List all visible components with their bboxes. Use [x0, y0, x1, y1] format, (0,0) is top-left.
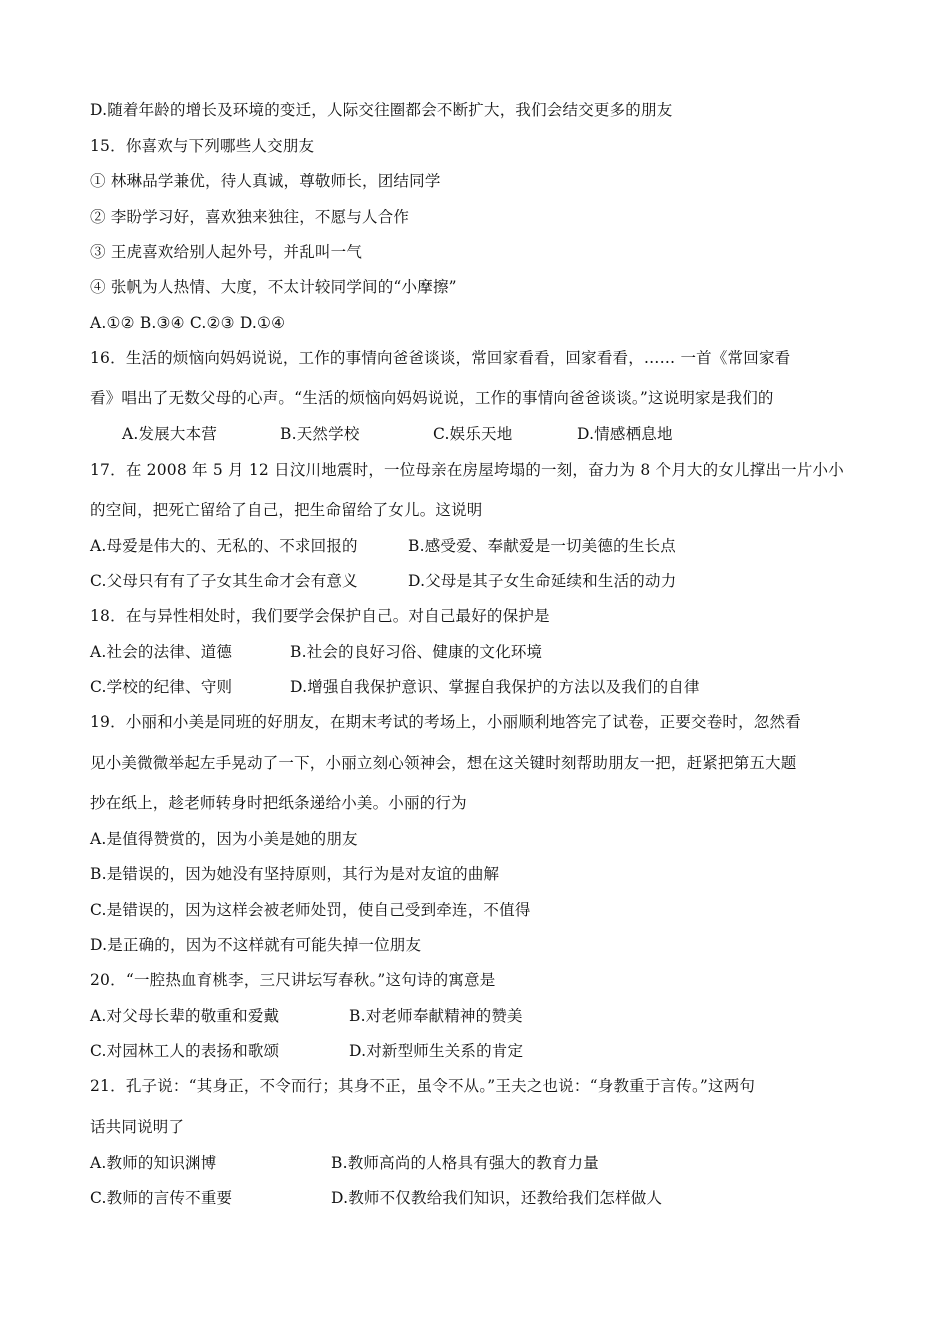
- q19-stem-line-2: 见小美微微举起左手晃动了一下，小丽立刻心领神会，想在这关键时刻帮助朋友一把，赶紧把第五大题: [90, 754, 797, 772]
- q15-stem: 15．你喜欢与下列哪些人交朋友: [90, 137, 315, 155]
- q17-stem-line-1: 17．在 2008 年 5 月 12 日汶川地震时，一位母亲在房屋垮塌的一刻，奋力为 8 个月大的女儿撑出一片小小: [90, 461, 844, 479]
- q20-option-a: A.对父母长辈的敬重和爱戴: [90, 1007, 280, 1025]
- q14-option-d: D.随着年龄的增长及环境的变迁，人际交往圈都会不断扩大，我们会结交更多的朋友: [90, 101, 673, 119]
- q16-stem-line-1: 16．生活的烦恼向妈妈说说，工作的事情向爸爸谈谈，常回家看看，回家看看，…… 一首《常回家看: [90, 349, 791, 367]
- q19-option-b: B.是错误的，因为她没有坚持原则，其行为是对友谊的曲解: [90, 865, 500, 883]
- q17-stem-line-2: 的空间，把死亡留给了自己，把生命留给了女儿。这说明: [90, 501, 483, 519]
- q15-item-4: ④ 张帆为人热情、大度，不太计较同学间的“小摩擦”: [90, 278, 457, 296]
- q21-option-a: A.教师的知识渊博: [90, 1154, 217, 1172]
- q19-stem-line-1: 19．小丽和小美是同班的好朋友，在期末考试的考场上，小丽顺利地答完了试卷，正要交卷时，忽然看: [90, 713, 801, 731]
- q20-option-c: C.对园林工人的表扬和歌颂: [90, 1042, 280, 1060]
- q18-stem: 18．在与异性相处时，我们要学会保护自己。对自己最好的保护是: [90, 607, 550, 625]
- q16-option-a: A.发展大本营: [122, 425, 218, 443]
- q16-option-c: C.娱乐天地: [433, 425, 513, 443]
- q16-option-b: B.天然学校: [280, 425, 360, 443]
- q17-option-c: C.父母只有有了子女其生命才会有意义: [90, 572, 358, 590]
- q16-option-d: D.情感栖息地: [577, 425, 673, 443]
- q20-option-d: D.对新型师生关系的肯定: [349, 1042, 524, 1060]
- q21-option-b: B.教师高尚的人格具有强大的教育力量: [331, 1154, 599, 1172]
- q17-option-a: A.母爱是伟大的、无私的、不求回报的: [90, 537, 358, 555]
- q19-stem-line-3: 抄在纸上，趁老师转身时把纸条递给小美。小丽的行为: [90, 794, 467, 812]
- q20-stem: 20．“一腔热血育桃李，三尺讲坛写春秋。”这句诗的寓意是: [90, 971, 496, 989]
- q18-option-c: C.学校的纪律、守则: [90, 678, 233, 696]
- q21-stem-line-2: 话共同说明了: [90, 1118, 185, 1136]
- q15-item-1: ① 林琳品学兼优，待人真诚，尊敬师长，团结同学: [90, 172, 441, 190]
- q18-option-b: B.社会的良好习俗、健康的文化环境: [290, 643, 543, 661]
- q17-option-d: D.父母是其子女生命延续和生活的动力: [408, 572, 677, 590]
- q18-option-d: D.增强自我保护意识、掌握自我保护的方法以及我们的自律: [290, 678, 700, 696]
- q21-option-c: C.教师的言传不重要: [90, 1189, 233, 1207]
- q20-option-b: B.对老师奉献精神的赞美: [349, 1007, 523, 1025]
- q16-stem-line-2: 看》唱出了无数父母的心声。“生活的烦恼向妈妈说说，工作的事情向爸爸谈谈。”这说明家是我们的: [90, 389, 774, 407]
- q19-option-c: C.是错误的，因为这样会被老师处罚，使自己受到牵连，不值得: [90, 901, 531, 919]
- q19-option-d: D.是正确的，因为不这样就有可能失掉一位朋友: [90, 936, 422, 954]
- q15-item-2: ② 李盼学习好，喜欢独来独往，不愿与人合作: [90, 208, 410, 226]
- q15-options: A.①② B.③④ C.②③ D.①④: [90, 314, 286, 332]
- q18-option-a: A.社会的法律、道德: [90, 643, 233, 661]
- q15-item-3: ③ 王虎喜欢给别人起外号，并乱叫一气: [90, 243, 363, 261]
- q21-stem-line-1: 21．孔子说：“其身正，不令而行；其身不正，虽令不从。”王夫之也说：“身教重于言传。”这两句: [90, 1077, 756, 1095]
- q19-option-a: A.是值得赞赏的，因为小美是她的朋友: [90, 830, 358, 848]
- q21-option-d: D.教师不仅教给我们知识，还教给我们怎样做人: [331, 1189, 663, 1207]
- q17-option-b: B.感受爱、奉献爱是一切美德的生长点: [408, 537, 676, 555]
